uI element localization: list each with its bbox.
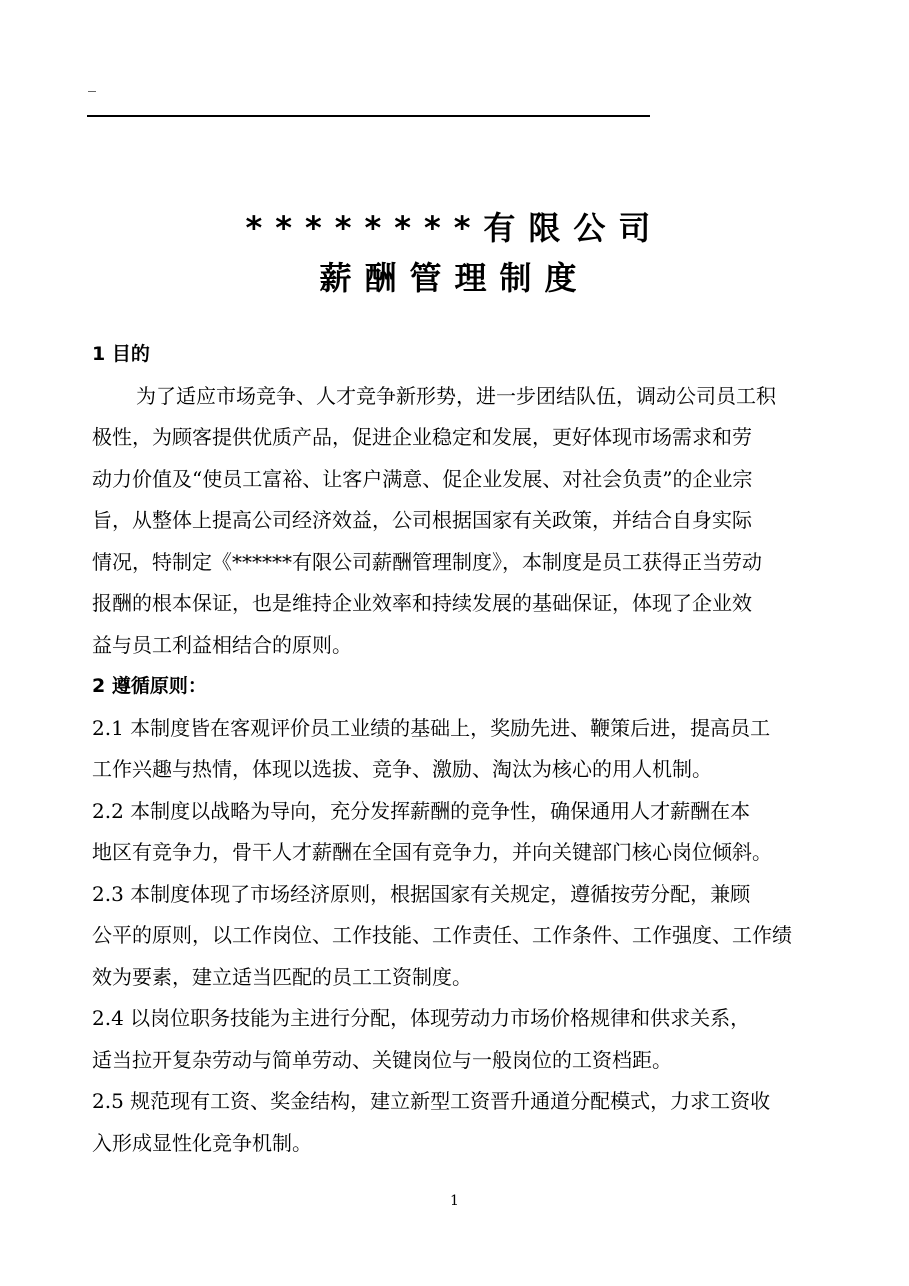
principle-line: 效为要素，建立适当匹配的员工工资制度。: [92, 964, 472, 989]
purpose-line: 益与员工利益相结合的原则。: [92, 632, 352, 657]
principle-line: 2.4 以岗位职务技能为主进行分配，体现劳动力市场价格规律和供求关系，: [92, 1006, 751, 1030]
principle-line: 2.2 本制度以战略为导向，充分发挥薪酬的竞争性，确保通用人才薪酬在本: [92, 798, 751, 823]
principle-line: 2.3 本制度体现了市场经济原则，根据国家有关规定，遵循按劳分配，兼顾: [92, 881, 751, 906]
section-heading-principles: 2 遵循原则：: [92, 675, 207, 697]
document-title-company: ********有限公司: [245, 209, 664, 247]
purpose-line: 旨，从整体上提高公司经济效益，公司根据国家有关政策，并结合自身实际: [92, 508, 752, 532]
purpose-line: 为了适应市场竞争、人才竞争新形势，进一步团结队伍，调动公司员工积: [136, 383, 776, 408]
principle-line: 2.5 规范现有工资、奖金结构，建立新型工资晋升通道分配模式，力求工资收: [92, 1089, 771, 1113]
principle-line: 2.1 本制度皆在客观评价员工业绩的基础上，奖励先进、鞭策后进，提高员工: [92, 715, 771, 740]
section-heading-purpose: 1 目的: [92, 343, 150, 365]
header-rule: [87, 115, 650, 117]
page-number: 1: [450, 1193, 459, 1209]
principle-line: 地区有竞争力，骨干人才薪酬在全国有竞争力，并向关键部门核心岗位倾斜。: [92, 840, 772, 864]
principle-line: 工作兴趣与热情，体现以选拔、竞争、激励、淘汰为核心的用人机制。: [92, 757, 712, 781]
purpose-line: 情况，特制定《******有限公司薪酬管理制度》，本制度是员工获得正当劳动: [92, 549, 762, 574]
document-body: [92, 334, 818, 1164]
principle-line: 适当拉开复杂劳动与简单劳动、关键岗位与一般岗位的工资档距。: [92, 1047, 672, 1072]
purpose-line: 动力价值及“使员工富裕、让客户满意、促企业发展、对社会负责”的企业宗: [92, 466, 753, 491]
header-mark: _: [88, 73, 96, 92]
principle-line: 入形成显性化竞争机制。: [92, 1130, 312, 1155]
document-title-policy: 薪酬管理制度: [319, 259, 590, 297]
purpose-line: 报酬的根本保证，也是维持企业效率和持续发展的基础保证，体现了企业效: [92, 591, 752, 615]
purpose-line: 极性，为顾客提供优质产品，促进企业稳定和发展，更好体现市场需求和劳: [92, 425, 752, 449]
principle-line: 公平的原则，以工作岗位、工作技能、工作责任、工作条件、工作强度、工作绩: [92, 923, 792, 947]
